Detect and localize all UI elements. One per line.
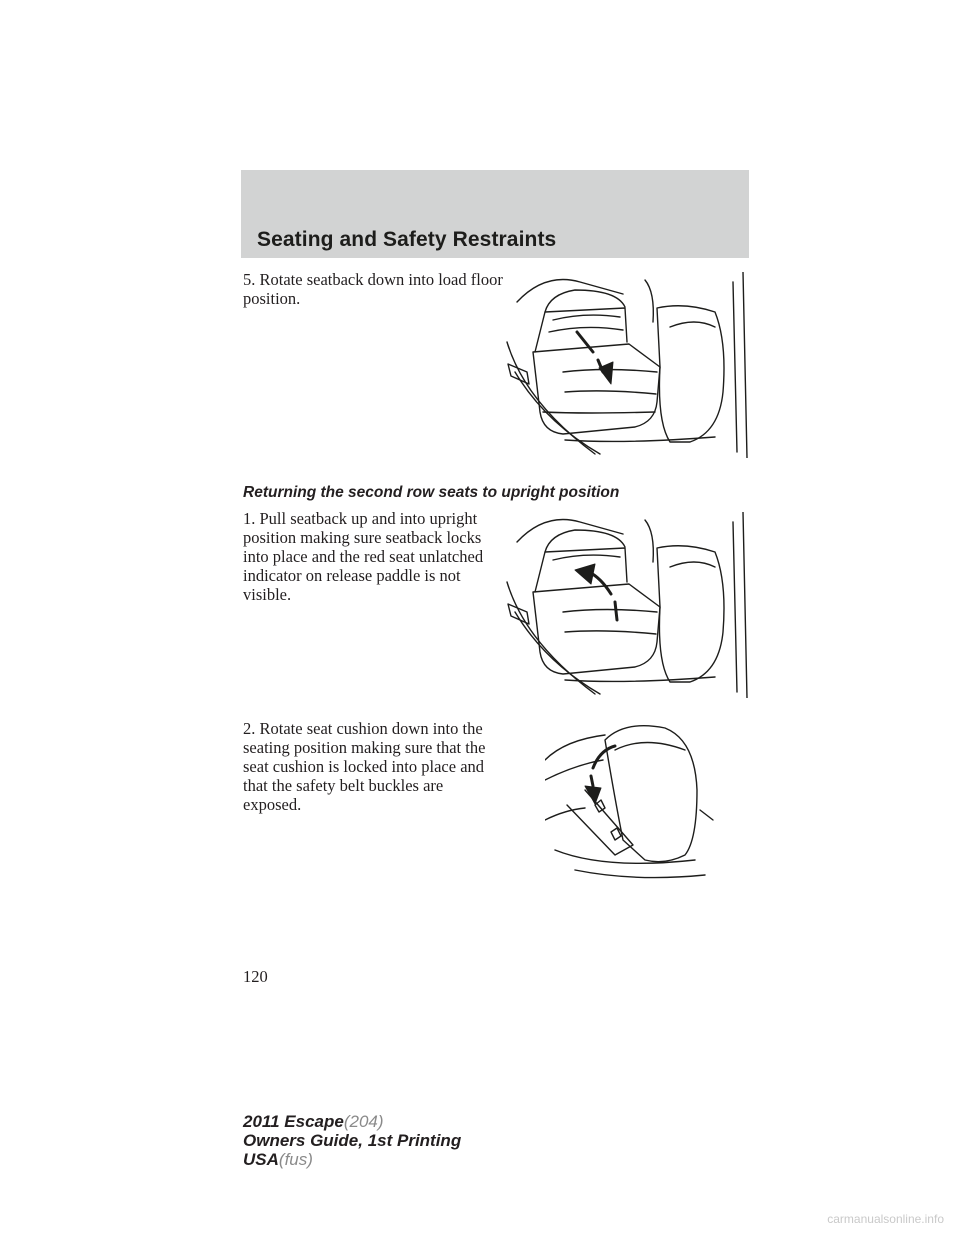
footer-line-1 [243,1112,461,1131]
footer-model-code: (204) [343,1112,384,1131]
document-footer [243,1112,461,1169]
footer-model: 2011 Escape [243,1112,344,1131]
seatback-pull-up-illustration [505,512,749,698]
step-2-text: 2. Rotate seat cushion down into the seating position making sure that the seat cushion is locked into place and that the safety belt buckles are exposed. [243,719,486,814]
step-5-text: 5. Rotate seatback down into load floor position. [243,270,503,308]
page-number: 120 [243,967,268,986]
subheading-return-seats-upright: Returning the second row seats to upright position [243,484,620,501]
footer-market-code: (fus) [278,1150,313,1169]
section-title: Seating and Safety Restraints [257,228,557,251]
seat-cushion-rotate-down-illustration [545,720,715,882]
step-1-text: 1. Pull seatback up and into upright position making sure seatback locks into place and the red seat unlatched indicator on release paddle is not visible. [243,509,484,604]
footer-line-3 [243,1150,461,1169]
seatback-fold-down-illustration [505,272,749,458]
footer-market: USA [243,1150,279,1169]
footer-printing: Owners Guide, 1st Printing [243,1131,462,1150]
watermark: carmanualsonline.info [827,1212,944,1226]
section-header-band [241,170,749,258]
